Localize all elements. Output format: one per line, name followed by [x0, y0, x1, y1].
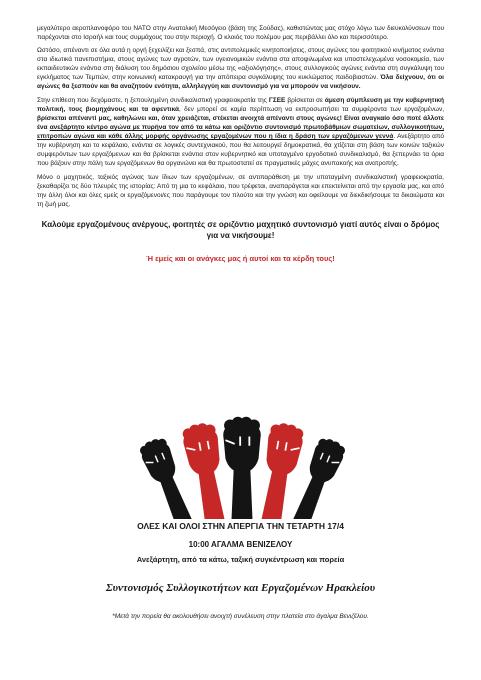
paragraph-3-gsee: ΓΣΕΕ — [268, 97, 286, 104]
fist-icon-3 — [223, 417, 261, 519]
paragraph-2 — [37, 46, 444, 91]
footnote: *Μετά την πορεία θα ακολουθήσει ανοιχτή συνέλευση στην πλατεία στο άγαλμα Βενιζέλου. — [112, 613, 369, 620]
paragraph-4-text: Μόνο ο μαχητικός, ταξικός αγώνας των ίδιων των εργαζομένων, σε αντιπαράθεση με την υποταγμένη συνδικαλιστική γραφειοκρατία, ξεκαθαρίζει τις δύο πλευρές της ιστορίας: Από τη μια το κεφάλαιο, που τρέφεται, αναπαράγεται και επεκτείνεται από την εργασία μας, και από την άλλη όλοι και όλες εμείς οι εργαζόμενοι/ες που παράγουμε τον πλούτο και την γνώση και οφείλουμε να διεκδικήσουμε τα δικαιώματα και τη ζωή μας. — [37, 174, 444, 208]
raised-fists-illustration — [0, 409, 481, 519]
paragraph-1 — [37, 24, 444, 42]
paragraph-3-emphasis-b: βρίσκεται απέναντί μας, καθηλώνει και, όταν χρειάζεται, στέκεται ανοιχτά απέναντι στους αγώνες! Είναι αναγκαίο όσο ποτέ άλλοτε ένα — [37, 115, 444, 131]
paragraph-3-emphasis-underlined: ανεξάρτητο κέντρο αγώνα με πυρήνα τον από τα κάτω και οριζόντιο συντονισμό πρωτοβάθμιων σωματείων, συλλογικοτήτων, επιτροπών αγώνα και κάθε άλλης μορφής οργάνωσης εργαζομένων που η ίδια η δράση των εργαζόμενων γεννά — [37, 124, 444, 140]
paragraph-3-text-a: Στην επίθεση που δεχόμαστε, η ξεπουλημένη συνδικαλιστική γραφειοκρατία της — [37, 97, 269, 104]
leaflet-body — [37, 24, 444, 264]
paragraph-3-emphasis-a: άμεση σύμπλευση με την κυβερνητική πολιτική, τους βιομηχάνους και τα αφεντικά — [37, 97, 444, 113]
paragraph-1-text: μεγαλύτερο αεροπλανοφόρο του ΝΑΤΟ στην Ανατολική Μεσόγειο (βάση της Σούδας), καθιστώντας μας στόχο λόγω των διευκολύνσεων που παρέχονται στο Ισραήλ και τους συμμάχους του στην περιοχή. Ο κλοιός του πολέμου μας περιβάλλει όλο και περισσότερο. — [37, 25, 444, 41]
organization-signature: Συντονισμός Συλλογικοτήτων και Εργαζομένων Ηρακλείου — [105, 582, 376, 594]
call-slogan: Καλούμε εργαζομένους ανέργους, φοιτητές σε οριζόντιο μαχητικό συντονισμό γιατί αυτός είναι ο δρόμος για να νικήσουμε! — [41, 220, 440, 240]
paragraph-3-text-c: , δεν μπορεί σε καμία περίπτωση να εκπροσωπήσει τα συμφέροντα των εργαζομένων, — [179, 106, 444, 113]
red-slogan: Ή εμείς και οι ανάγκες μας ή αυτοί και τα κέρδη τους! — [146, 254, 335, 263]
meeting-time-place: 10:00 ΑΓΑΛΜΑ ΒΕΝΙΖΕΛΟΥ — [188, 540, 293, 549]
paragraph-3-text-d: . Ανεξάρτητο από την κυβέρνηση και το κεφάλαιο, ενάντια σε λογικές συντεχνιακού, που θα λειτουργεί δημοκρατικά, θα χτίζεται στη βάση των κοινών ταξικών συμφερόντων των εργαζόμενων και θα βρίσκεται ενάντια στον κυβερνητικό και υποταγμένο εργοδοτικό συνδικαλισμό, θα ξεπερνάει τα όρια που βάζουν στην πάλη των εργαζόμενων θα οργανώνει και θα πρωτοστατεί σε πραγματικές μάχες ανυπακοής και ανατροπής. — [37, 133, 444, 167]
paragraph-4 — [37, 173, 444, 209]
strike-call-heading: ΟΛΕΣ ΚΑΙ ΟΛΟΙ ΣΤΗΝ ΑΠΕΡΓΙΑ ΤΗΝ ΤΕΤΑΡΤΗ 17/4 — [137, 521, 344, 531]
paragraph-3 — [37, 96, 444, 168]
paragraph-2-emphasis: Όλα δείχνουν, ότι οι αγώνες θα ξεσπούν και θα αναζητούν ενότητα, αλληλεγγύη και συντονισμό για να μπορούν να νικήσουν. — [37, 74, 444, 90]
march-description: Ανεξάρτητη, από τα κάτω, ταξική συγκέντρωση και πορεία — [136, 555, 345, 564]
paragraph-2-text: Ωστόσο, απέναντι σε όλα αυτά η οργή ξεχειλίζει και ξεσπά, στις αντιπολεμικές κινητοποιήσεις, στους αγώνες του φοιτητικού κινήματος ενάντια στα ιδιωτικά πανεπιστήμια, στους αγώνες των αγροτών, των υγειονομικών ενάντια στα αποψιλωμένα και υποστελεχωμένα νοσοκομεία, των εκπαιδευτικών ενάντια στη διάλυση του δημόσιου σχολείου μέσω της «αξιολόγησης», στους συλλογικούς αγώνες ενάντια στη συγκάλυψη του εγκλήματος των Τεμπών, στην κοινωνική κατακραυγή για την απόπειρα συγκάλυψης του κυκλώματος παιδοβιαστών. — [37, 47, 444, 81]
paragraph-3-text-b: βρίσκεται σε — [285, 97, 325, 104]
